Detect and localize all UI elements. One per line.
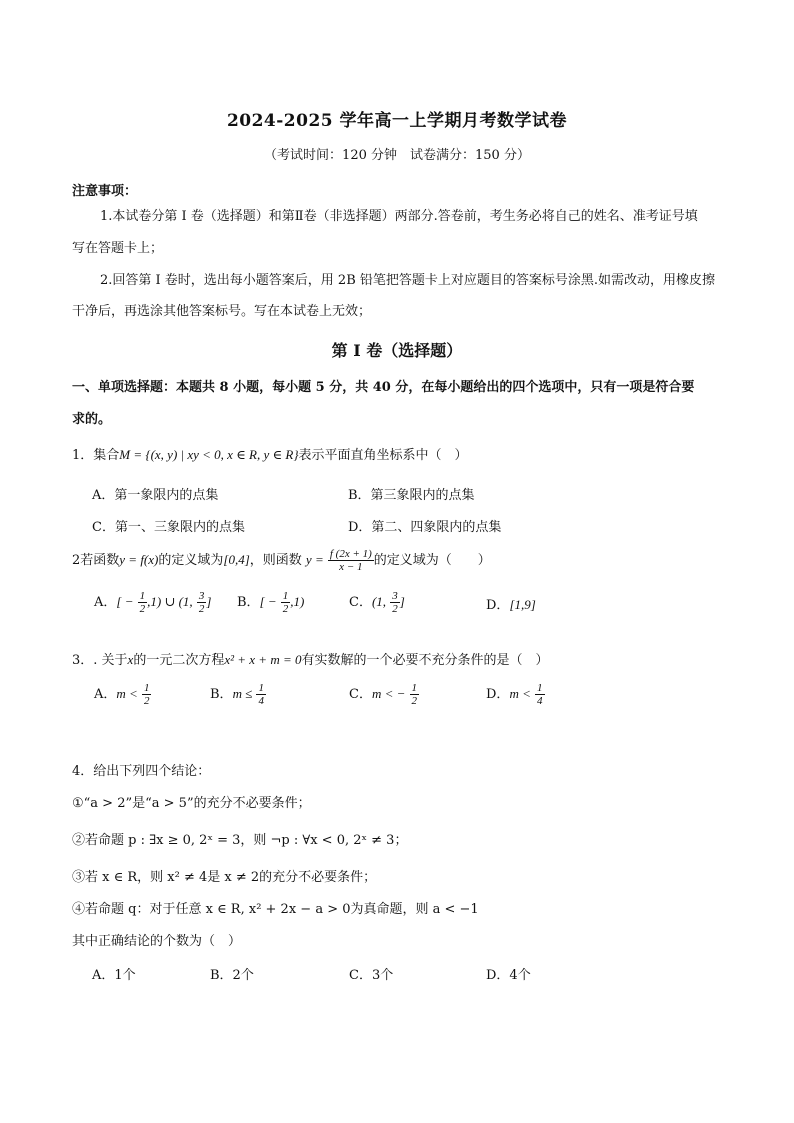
q2-c-left: (1,: [371, 594, 387, 609]
notice-item2-line1: 2.回答第 I 卷时，选出每小题答案后，用 2B 铅笔把答题卡上对应题目的答案标号涂黑.如需改动，用橡皮擦: [100, 273, 716, 288]
q1-option-c: C．第一、三象限内的点集: [92, 520, 245, 535]
notice-item1-line2: 写在答题卡上；: [72, 241, 164, 256]
q1-set: M = {(x, y) | xy < 0, x ∈ R, y ∈ R}: [119, 447, 299, 462]
q3-c-frac-num: 1: [411, 682, 418, 694]
q2-b-left: [ −: [259, 594, 277, 609]
q2-stem: [72, 548, 491, 573]
q3-d-expr: m <: [509, 686, 531, 701]
q2-a-frac2: [197, 590, 207, 615]
q1-prefix: 1．集合: [72, 448, 120, 463]
q2-fraction-numerator: f (2x + 1): [329, 548, 372, 560]
notice-item2-line2: 干净后，再选涂其他答案标号。写在本试卷上无效；: [72, 304, 372, 319]
q3-var: x: [127, 652, 134, 667]
exam-title: 2024-2025 学年高一上学期月考数学试卷: [226, 111, 568, 131]
q3-d-frac-den: 4: [537, 695, 543, 707]
q2-option-b: [237, 590, 304, 615]
q3-a-expr: m <: [116, 686, 138, 701]
q2-mid2: ，则函数: [249, 553, 302, 568]
q3-c-label: C．: [349, 687, 372, 702]
q2-option-c: [349, 590, 405, 615]
q3-c-frac: [410, 682, 420, 707]
q3-option-c: [349, 682, 419, 707]
q3-b-frac-den: 4: [258, 695, 264, 707]
q1-suffix: 表示平面直角坐标系中（ ）: [298, 448, 468, 463]
q3-equation: x² + x + m = 0: [224, 652, 302, 667]
q2-c-right: ]: [399, 594, 405, 609]
q4-intro: 4．给出下列四个结论：: [72, 764, 211, 779]
q3-option-b: [210, 682, 266, 707]
q2-a-label: A．: [94, 595, 117, 610]
q3-a-frac-den: 2: [143, 695, 150, 707]
q1-option-b: B．第三象限内的点集: [348, 488, 475, 503]
q3-b-expr: m ≤: [232, 686, 253, 701]
q2-c-frac-num: 3: [392, 590, 398, 602]
q3-option-d: [486, 682, 545, 707]
q2-a-frac2-num: 3: [198, 590, 205, 602]
q2-fraction: [328, 548, 374, 573]
q3-a-label: A．: [94, 687, 117, 702]
q3-a-frac: [142, 682, 152, 707]
section-instruction-line1: 一、单项选择题：本题共 8 小题，每小题 5 分，共 40 分，在每小题给出的四个选项中，只有一项是符合要: [72, 380, 695, 395]
q3-d-label: D．: [486, 687, 510, 702]
q4-option-b: B．2个: [210, 968, 254, 983]
q4-statement-2: ②若命题 p : ∃x ≥ 0, 2ˣ = 3，则 ¬p : ∀x < 0, 2ˣ ≠ 3；: [72, 833, 408, 848]
q3-stem: [72, 650, 549, 671]
q4-option-a: A．1个: [92, 968, 136, 983]
q1-option-d: D．第二、四象限内的点集: [348, 520, 502, 535]
q2-a-frac1-den: 2: [139, 603, 146, 615]
q3-suffix: 有实数解的一个必要不充分条件的是（ ）: [301, 653, 549, 668]
q2-func: y = f(x): [119, 552, 159, 567]
q2-b-frac-num: 1: [282, 590, 289, 602]
q4-statement-1: ①“a > 2”是“a > 5”的充分不必要条件；: [72, 796, 311, 811]
q2-b-frac-den: 2: [282, 603, 289, 615]
q3-b-frac: [256, 682, 266, 707]
q3-a-frac-num: 1: [143, 682, 150, 694]
q2-a-frac1: [138, 590, 148, 615]
q2-a-mid: ,1) ∪ (1,: [147, 594, 193, 609]
q4-option-c: C．3个: [349, 968, 394, 983]
section-title: 第 I 卷（选择题）: [331, 341, 463, 360]
q2-a-left: [ −: [116, 594, 134, 609]
q4-question: 其中正确结论的个数为（ ）: [72, 934, 242, 949]
q2-option-d: [486, 594, 536, 613]
section-instruction-line2: 求的。: [72, 412, 112, 427]
q3-b-frac-num: 1: [258, 682, 264, 694]
q3-b-label: B．: [210, 687, 233, 702]
q4-option-d: D．4个: [486, 968, 531, 983]
q2-fraction-denominator: x − 1: [339, 561, 363, 573]
q3-d-frac: [535, 682, 545, 707]
q3-prefix: 3．. 关于: [72, 653, 128, 668]
q3-mid: 的一元二次方程: [133, 653, 225, 668]
q2-c-frac-den: 2: [392, 603, 398, 615]
q3-c-expr: m < −: [371, 686, 406, 701]
q2-b-label: B．: [237, 595, 260, 610]
q2-prefix: 2若函数: [72, 553, 120, 568]
notice-item1-line1: 1.本试卷分第 I 卷（选择题）和第Ⅱ卷（非选择题）两部分.答卷前，考生务必将自己的姓名、准考证号填: [100, 209, 698, 224]
q1-stem: [72, 445, 468, 466]
q3-option-a: [94, 682, 151, 707]
q2-lhs: y =: [305, 552, 324, 567]
q2-c-frac: [390, 590, 400, 615]
notice-heading: 注意事项：: [72, 184, 138, 199]
q2-a-right: ]: [206, 594, 212, 609]
q1-option-a: A．第一象限内的点集: [92, 488, 219, 503]
q2-d-label: D．: [486, 598, 510, 613]
q2-mid1: 的定义域为: [158, 553, 224, 568]
q4-statement-4: ④若命题 q：对于任意 x ∈ R, x² + 2x − a > 0为真命题，则 a < −1: [72, 902, 479, 917]
q2-suffix: 的定义域为（ ）: [373, 553, 491, 568]
q2-d-value: [1,9]: [509, 597, 536, 612]
q3-c-frac-den: 2: [411, 695, 418, 707]
exam-subtitle: （考试时间：120 分钟 试卷满分：150 分）: [264, 148, 530, 163]
q4-statement-3: ③若 x ∈ R，则 x² ≠ 4是 x ≠ 2的充分不必要条件；: [72, 870, 377, 885]
q2-b-right: ,1): [290, 594, 305, 609]
q2-a-frac2-den: 2: [198, 603, 205, 615]
q2-b-frac: [281, 590, 291, 615]
q2-a-frac1-num: 1: [139, 590, 146, 602]
q2-option-a: [94, 590, 211, 615]
q2-c-label: C．: [349, 595, 372, 610]
q3-d-frac-num: 1: [537, 682, 543, 694]
q2-domain: [0,4]: [223, 552, 250, 567]
